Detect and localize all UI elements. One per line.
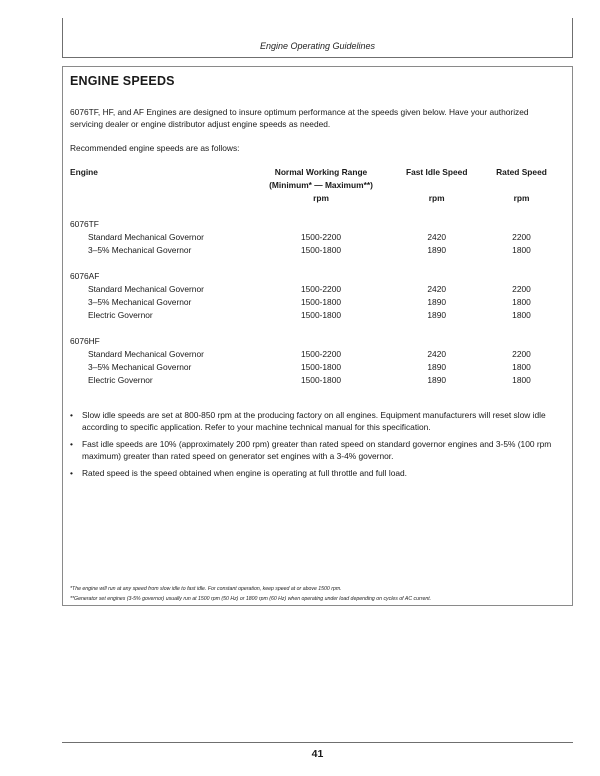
rated-value: 1800 bbox=[512, 375, 531, 385]
unit-fast-idle: rpm bbox=[428, 193, 445, 203]
header-divider bbox=[62, 57, 573, 58]
normal-range-value: 1500-1800 bbox=[300, 375, 342, 385]
note-text: Rated speed is the speed obtained when engine is operating at full throttle and full load. bbox=[82, 468, 407, 479]
unit-normal: rpm bbox=[313, 193, 329, 203]
list-item bbox=[70, 439, 562, 462]
normal-range-value: 1500-1800 bbox=[300, 245, 342, 255]
recommended-text: Recommended engine speeds are as follows: bbox=[70, 143, 240, 153]
governor-label: Electric Governor bbox=[88, 375, 153, 385]
footer-divider bbox=[62, 742, 573, 743]
list-item bbox=[70, 410, 562, 433]
notes-list bbox=[70, 410, 562, 486]
footnote: **Generator set engines (3-5% governor) usually run at 1500 rpm (50 Hz) or 1800 rpm (60 Hz) when operating under load depending on cycles of AC current. bbox=[70, 595, 432, 602]
col-normal-subheader: (Minimum* — Maximum**) bbox=[269, 180, 373, 190]
fast-idle-value: 2420 bbox=[427, 284, 447, 294]
col-engine-header: Engine bbox=[70, 167, 98, 177]
governor-label: 3–5% Mechanical Governor bbox=[88, 297, 192, 307]
fast-idle-value: 2420 bbox=[427, 349, 447, 359]
rated-value: 1800 bbox=[512, 245, 531, 255]
normal-range-value: 1500-2200 bbox=[300, 232, 342, 242]
fast-idle-value: 2420 bbox=[427, 232, 447, 242]
governor-label: 3–5% Mechanical Governor bbox=[88, 362, 192, 372]
header-left-rule bbox=[62, 18, 63, 57]
engine-model-label: 6076HF bbox=[70, 336, 100, 346]
table-row bbox=[70, 349, 562, 362]
engine-model-label: 6076TF bbox=[70, 219, 99, 229]
engine-speeds-table bbox=[70, 167, 562, 388]
normal-range-value: 1500-1800 bbox=[300, 310, 342, 320]
normal-range-value: 1500-1800 bbox=[300, 362, 342, 372]
normal-range-value: 1500-1800 bbox=[300, 297, 342, 307]
table-row bbox=[70, 245, 562, 258]
normal-range-value: 1500-2200 bbox=[300, 284, 342, 294]
table-row bbox=[70, 297, 562, 310]
rated-value: 1800 bbox=[512, 310, 531, 320]
engine-group-row bbox=[70, 271, 562, 284]
table-row bbox=[70, 310, 562, 323]
header-right-rule bbox=[572, 18, 573, 57]
bullet-icon: • bbox=[70, 468, 73, 479]
list-item bbox=[70, 468, 562, 480]
fast-idle-value: 1890 bbox=[427, 362, 447, 372]
rated-value: 1800 bbox=[512, 362, 531, 372]
page-number: 41 bbox=[311, 748, 324, 760]
col-normal-header: Normal Working Range bbox=[274, 167, 368, 177]
governor-label: Standard Mechanical Governor bbox=[88, 232, 204, 242]
rated-value: 2200 bbox=[512, 349, 531, 359]
table-row bbox=[70, 232, 562, 245]
fast-idle-value: 1890 bbox=[427, 245, 447, 255]
engine-group-row bbox=[70, 219, 562, 232]
rated-value: 2200 bbox=[512, 284, 531, 294]
bullet-icon: • bbox=[70, 410, 73, 420]
fast-idle-value: 1890 bbox=[427, 375, 447, 385]
table-row bbox=[70, 362, 562, 375]
governor-label: Standard Mechanical Governor bbox=[88, 284, 204, 294]
rated-value: 2200 bbox=[512, 232, 531, 242]
section-title: ENGINE SPEEDS bbox=[70, 74, 175, 88]
note-text: Slow idle speeds are set at 800-850 rpm at the producing factory on all engines. Equipment manufacturers will reset slow idle according to specific application. Refer to your machine technical manual for this specification. bbox=[82, 410, 546, 432]
table-row bbox=[70, 284, 562, 297]
fast-idle-value: 1890 bbox=[427, 310, 447, 320]
rated-value: 1800 bbox=[512, 297, 531, 307]
governor-label: Electric Governor bbox=[88, 310, 153, 320]
table-row bbox=[70, 375, 562, 388]
bullet-icon: • bbox=[70, 439, 73, 450]
table-unit-row bbox=[70, 193, 562, 206]
engine-speeds-panel bbox=[62, 66, 573, 606]
note-text: Fast idle speeds are 10% (approximately 200 rpm) greater than rated speed on standard governor engines and 3-5% (100 rpm maximum) greater than rated speed on generator set engines with a 3-4% governor. bbox=[82, 439, 552, 461]
engine-group-row bbox=[70, 336, 562, 349]
footnotes bbox=[70, 585, 562, 604]
governor-label: 3–5% Mechanical Governor bbox=[88, 245, 192, 255]
running-head: Engine Operating Guidelines bbox=[259, 41, 376, 51]
governor-label: Standard Mechanical Governor bbox=[88, 349, 204, 359]
intro-paragraph: 6076TF, HF, and AF Engines are designed to insure optimum performance at the speeds given below. Have your authorized servicing dealer or engine distributor adjust engine speeds as needed. bbox=[70, 107, 529, 129]
footnote: *The engine will run at any speed from slow idle to fast idle. For constant operation, keep speed at or above 1500 rpm. bbox=[70, 586, 342, 592]
unit-rated: rpm bbox=[513, 193, 530, 203]
col-rated-header: Rated Speed bbox=[496, 167, 547, 177]
engine-model-label: 6076AF bbox=[70, 271, 100, 281]
table-header-row bbox=[70, 167, 562, 180]
fast-idle-value: 1890 bbox=[427, 297, 447, 307]
col-fast-idle-header: Fast Idle Speed bbox=[406, 167, 468, 177]
table-header-row-2 bbox=[70, 180, 562, 193]
normal-range-value: 1500-2200 bbox=[300, 349, 342, 359]
